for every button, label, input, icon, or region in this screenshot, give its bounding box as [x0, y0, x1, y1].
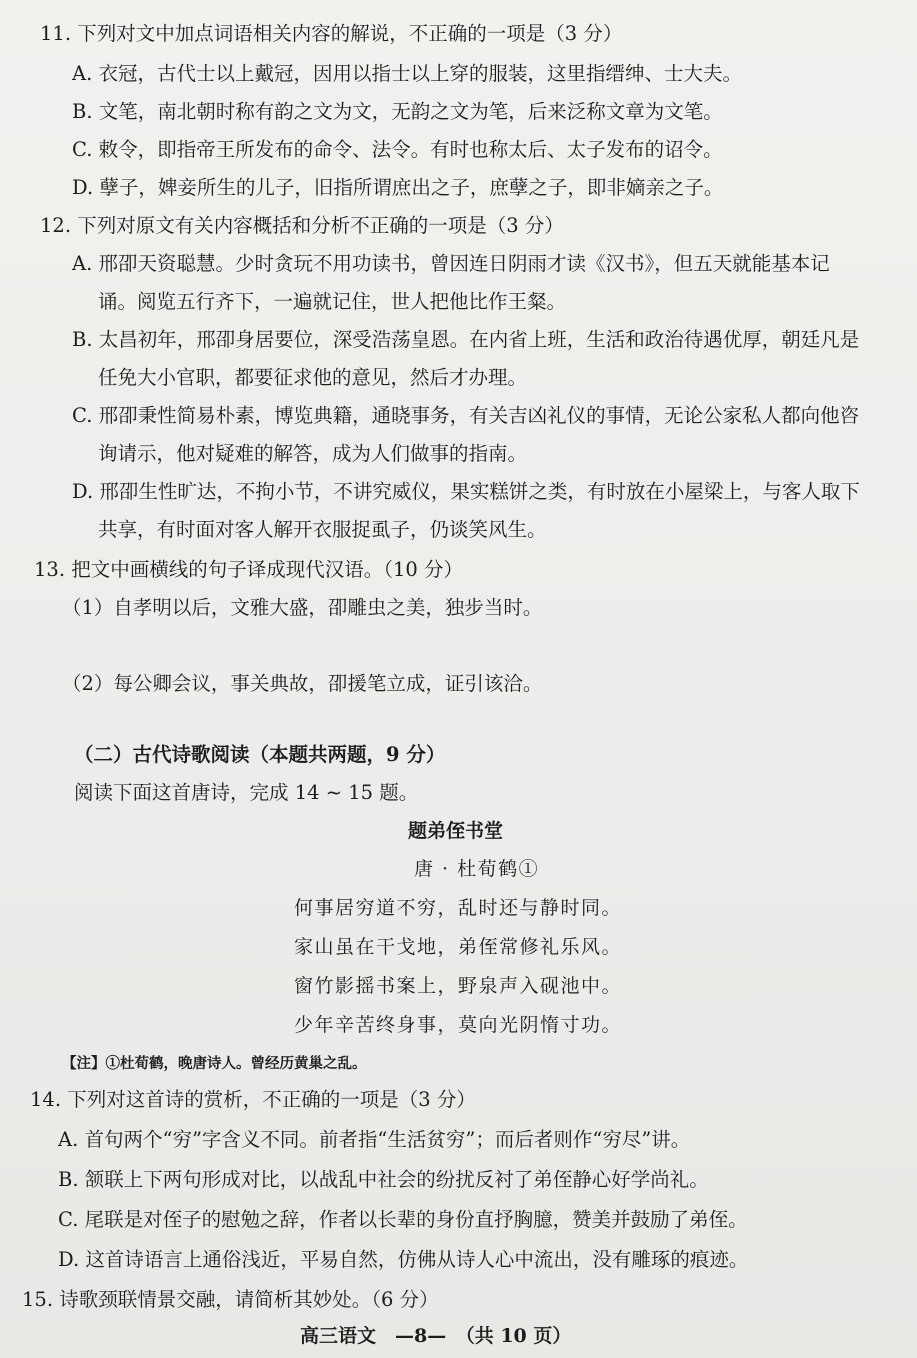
q13-sentence-1: （1）自孝明以后，文雅大盛，卲雕虫之美，独步当时。 — [62, 596, 543, 619]
q14-option-c: C. 尾联是对侄子的慰勉之辞，作者以长辈的身份直抒胸臆，赞美并鼓励了弟侄。 — [58, 1208, 748, 1231]
q11-option-c: C. 敕令，即指帝王所发布的命令、法令。有时也称太后、太子发布的诏令。 — [72, 138, 723, 161]
section-2-intro: 阅读下面这首唐诗，完成 14 ~ 15 题。 — [74, 781, 419, 804]
q11-stem: 11. 下列对文中加点词语相关内容的解说，不正确的一项是（3 分） — [40, 22, 623, 45]
q12-option-c-line1: C. 邢卲秉性简易朴素，博览典籍，通晓事务，有关吉凶礼仪的事情，无论公家私人都向他咨 — [72, 404, 860, 427]
q11-option-d: D. 孽子，婢妾所生的儿子，旧指所谓庶出之子，庶孽之子，即非嫡亲之子。 — [72, 176, 724, 199]
q12-option-d-line2: 共享，有时面对客人解开衣服捉虱子，仍谈笑风生。 — [98, 518, 547, 541]
poem-line-2: 家山虽在干戈地，弟侄常修礼乐风。 — [294, 936, 623, 958]
q11-option-b: B. 文笔，南北朝时称有韵之文为文，无韵之文为笔，后来泛称文章为文笔。 — [72, 100, 723, 123]
poem-line-4: 少年辛苦终身事，莫向光阴惰寸功。 — [294, 1014, 623, 1036]
q14-option-d: D. 这首诗语言上通俗浅近，平易自然，仿佛从诗人心中流出，没有雕琢的痕迹。 — [58, 1248, 749, 1271]
poem-line-1: 何事居穷道不穷，乱时还与静时同。 — [294, 897, 623, 919]
page-footer: 高三语文 —8— （共 10 页） — [300, 1325, 572, 1347]
q11-option-a: A. 衣冠，古代士以上戴冠，因用以指士以上穿的服装，这里指缙绅、士大夫。 — [72, 62, 742, 85]
q12-option-a-line1: A. 邢卲天资聪慧。少时贪玩不用功读书，曾因连日阴雨才读《汉书》，但五天就能基本记 — [72, 252, 830, 275]
q12-option-c-line2: 询请示，他对疑难的解答，成为人们做事的指南。 — [98, 442, 528, 465]
q12-option-a-line2: 诵。阅览五行齐下，一遍就记住，世人把他比作王粲。 — [98, 290, 567, 313]
poem-line-3: 窗竹影摇书案上，野泉声入砚池中。 — [294, 975, 623, 997]
section-2-heading: （二）古代诗歌阅读（本题共两题，9 分） — [74, 743, 446, 766]
q12-option-b-line1: B. 太昌初年，邢卲身居要位，深受浩荡皇恩。在内省上班，生活和政治待遇优厚，朝廷凡是 — [72, 328, 860, 351]
q13-stem: 13. 把文中画横线的句子译成现代汉语。（10 分） — [34, 558, 463, 581]
q12-stem: 12. 下列对原文有关内容概括和分析不正确的一项是（3 分） — [40, 214, 564, 237]
poem-author: 唐 · 杜荀鹤① — [414, 858, 540, 880]
q14-option-b: B. 颔联上下两句形成对比，以战乱中社会的纷扰反衬了弟侄静心好学尚礼。 — [58, 1168, 709, 1191]
q14-stem: 14. 下列对这首诗的赏析，不正确的一项是（3 分） — [30, 1088, 476, 1111]
q13-sentence-2: （2）每公卿会议，事关典故，卲援笔立成，证引该洽。 — [62, 672, 543, 695]
poem-note: 【注】①杜荀鹤，晚唐诗人。曾经历黄巢之乱。 — [62, 1055, 367, 1072]
poem-title: 题弟侄书堂 — [408, 820, 504, 842]
q14-option-a: A. 首句两个“穷”字含义不同。前者指“生活贫穷”；而后者则作“穷尽”讲。 — [58, 1128, 691, 1151]
q15-stem: 15. 诗歌颈联情景交融，请简析其妙处。（6 分） — [22, 1288, 439, 1311]
q12-option-d-line1: D. 邢卲生性旷达，不拘小节，不讲究威仪，果实糕饼之类，有时放在小屋梁上，与客人取下 — [72, 480, 860, 503]
q12-option-b-line2: 任免大小官职，都要征求他的意见，然后才办理。 — [98, 366, 528, 389]
